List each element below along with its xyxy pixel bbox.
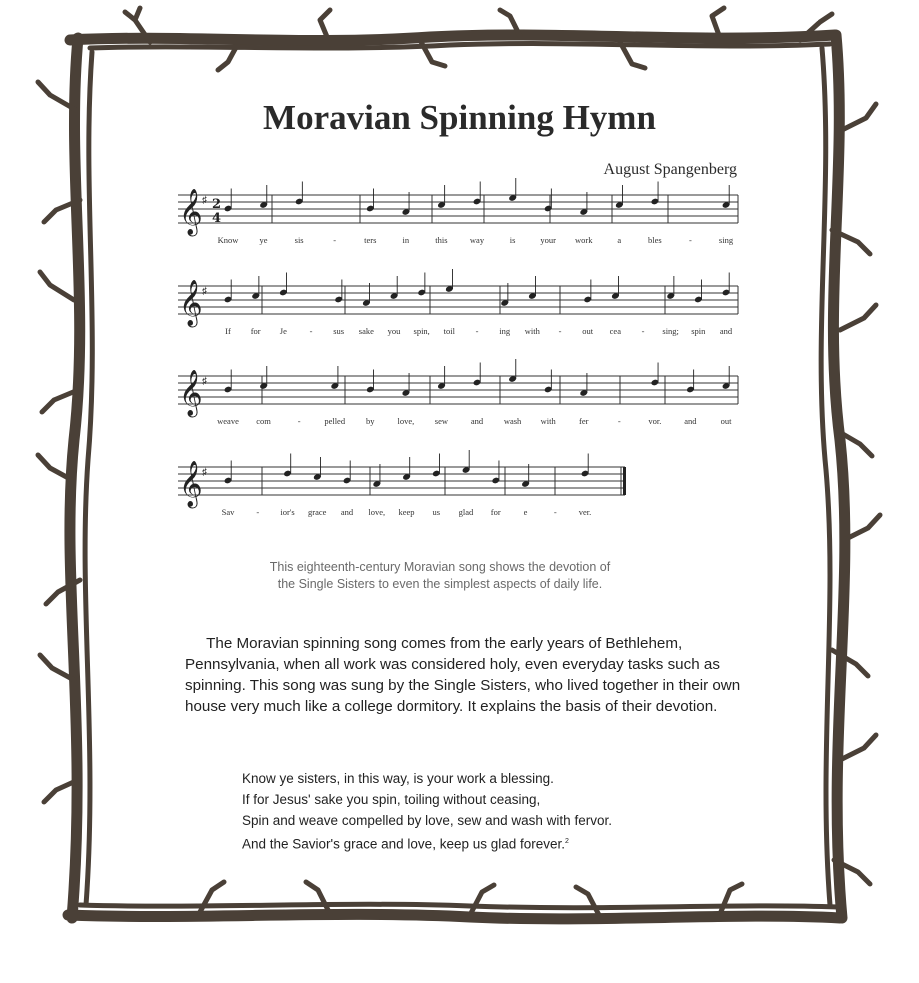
- figure-caption: [200, 559, 680, 593]
- lyric-syllable: -: [617, 416, 621, 426]
- lyric-syllable: -: [297, 416, 301, 426]
- lyric-syllable: keep: [398, 507, 415, 517]
- lyric-syllable: -: [558, 326, 562, 336]
- lyric-syllable: ters: [364, 235, 377, 245]
- lyric-syllable: and: [470, 416, 484, 426]
- lyric-syllable: sake: [358, 326, 374, 336]
- lyric-syllable: toil: [443, 326, 456, 336]
- lyric-syllable: out: [720, 416, 732, 426]
- lyric-syllable: pelled: [324, 416, 346, 426]
- lyric-syllable: -: [256, 507, 260, 517]
- lyric-syllable: -: [641, 326, 645, 336]
- lyric-syllable: by: [366, 416, 375, 426]
- composer-credit: August Spangenberg: [603, 161, 737, 178]
- lyric-syllable: sis: [294, 235, 304, 245]
- body-paragraph: [185, 633, 755, 717]
- lyric-syllable: sew: [434, 416, 449, 426]
- verse-line: If for Jesus' sake you spin, toiling without ceasing,: [242, 792, 541, 807]
- music-system: [178, 450, 626, 517]
- lyric-syllable: If: [225, 326, 231, 336]
- lyric-syllable: -: [689, 235, 692, 245]
- lyric-syllable: for: [490, 507, 501, 517]
- treble-clef-icon: 𝄞: [179, 461, 203, 507]
- lyric-syllable: Know: [217, 235, 239, 245]
- treble-clef-icon: 𝄞: [179, 370, 203, 416]
- music-system: [178, 178, 738, 245]
- lyric-syllable: sing: [718, 235, 734, 245]
- page-title: Moravian Spinning Hymn: [263, 98, 656, 137]
- footnote-mark: 2: [565, 838, 569, 845]
- sharp-icon: ♯: [202, 195, 207, 206]
- lyric-syllable: -: [309, 326, 313, 336]
- lyric-syllable: sus: [333, 326, 345, 336]
- sharp-icon: ♯: [202, 376, 207, 387]
- lyric-syllable: way: [469, 235, 485, 245]
- lyric-syllable: com: [256, 416, 271, 426]
- verse-line: Know ye sisters, in this way, is your work a blessing.: [242, 771, 554, 786]
- lyric-syllable: wash: [503, 416, 522, 426]
- lyric-syllable: glad: [458, 507, 474, 517]
- verse-line-text: And the Savior's grace and love, keep us glad forever.: [242, 836, 566, 852]
- lyric-syllable: and: [340, 507, 354, 517]
- lyric-syllable: -: [475, 326, 479, 336]
- music-system: [178, 269, 738, 336]
- lyric-syllable: spin,: [413, 326, 430, 336]
- sharp-icon: ♯: [202, 467, 207, 478]
- lyric-syllable: cea: [609, 326, 621, 336]
- lyric-syllable: you: [387, 326, 401, 336]
- caption-line: This eighteenth-century Moravian song shows the devotion of: [269, 560, 611, 574]
- lyric-syllable: spin: [691, 326, 706, 336]
- lyric-syllable: and: [684, 416, 697, 426]
- lyric-syllable: grace: [308, 507, 327, 517]
- lyric-syllable: vor.: [648, 416, 662, 426]
- lyric-syllable: fer: [578, 416, 589, 426]
- lyric-syllable: bles: [648, 235, 662, 245]
- lyric-syllable: e: [523, 507, 528, 517]
- lyric-syllable: weave: [217, 416, 239, 426]
- lyric-syllable: work: [574, 235, 593, 245]
- lyric-syllable: in: [402, 235, 410, 245]
- hymn-verse: [242, 768, 612, 855]
- sharp-icon: ♯: [202, 286, 207, 297]
- lyric-syllable: ing: [499, 326, 511, 336]
- lyric-syllable: us: [432, 507, 441, 517]
- lyric-syllable: for: [250, 326, 261, 336]
- lyric-syllable: your: [540, 235, 556, 245]
- final-barline: [623, 467, 626, 495]
- time-signature-top: 2: [212, 197, 222, 212]
- lyric-syllable: with: [540, 416, 556, 426]
- lyric-syllable: sing;: [662, 326, 679, 336]
- time-signature-bottom: 4: [212, 211, 222, 226]
- lyric-syllable: Sav: [221, 507, 235, 517]
- lyric-syllable: ver.: [578, 507, 592, 517]
- lyric-syllable: with: [524, 326, 540, 336]
- lyric-syllable: -: [553, 507, 557, 517]
- lyric-syllable: and: [719, 326, 733, 336]
- treble-clef-icon: 𝄞: [179, 189, 203, 235]
- treble-clef-icon: 𝄞: [179, 280, 203, 326]
- lyric-syllable: is: [509, 235, 516, 245]
- verse-line: Spin and weave compelled by love, sew and wash with fervor.: [242, 813, 612, 828]
- music-system: [178, 359, 738, 426]
- lyric-syllable: this: [435, 235, 448, 245]
- lyric-syllable: ye: [259, 235, 268, 245]
- lyric-syllable: a: [617, 235, 622, 245]
- verse-line: [242, 831, 612, 855]
- caption-line: the Single Sisters to even the simplest aspects of daily life.: [277, 577, 603, 591]
- body-text: The Moravian spinning song comes from the early years of Bethlehem, Pennsylvania, when all work was considered holy, even everyday tasks such as spinning. This song was sung by the Single Sisters, who lived together in their own house very much like a college dormitory. It explains the basis of their devotion.: [185, 635, 741, 715]
- lyric-syllable: ior's: [280, 507, 295, 517]
- lyric-syllable: -: [333, 235, 337, 245]
- lyric-syllable: love,: [368, 507, 386, 517]
- lyric-syllable: love,: [397, 416, 415, 426]
- lyric-syllable: Je: [279, 326, 287, 336]
- lyric-syllable: out: [582, 326, 594, 336]
